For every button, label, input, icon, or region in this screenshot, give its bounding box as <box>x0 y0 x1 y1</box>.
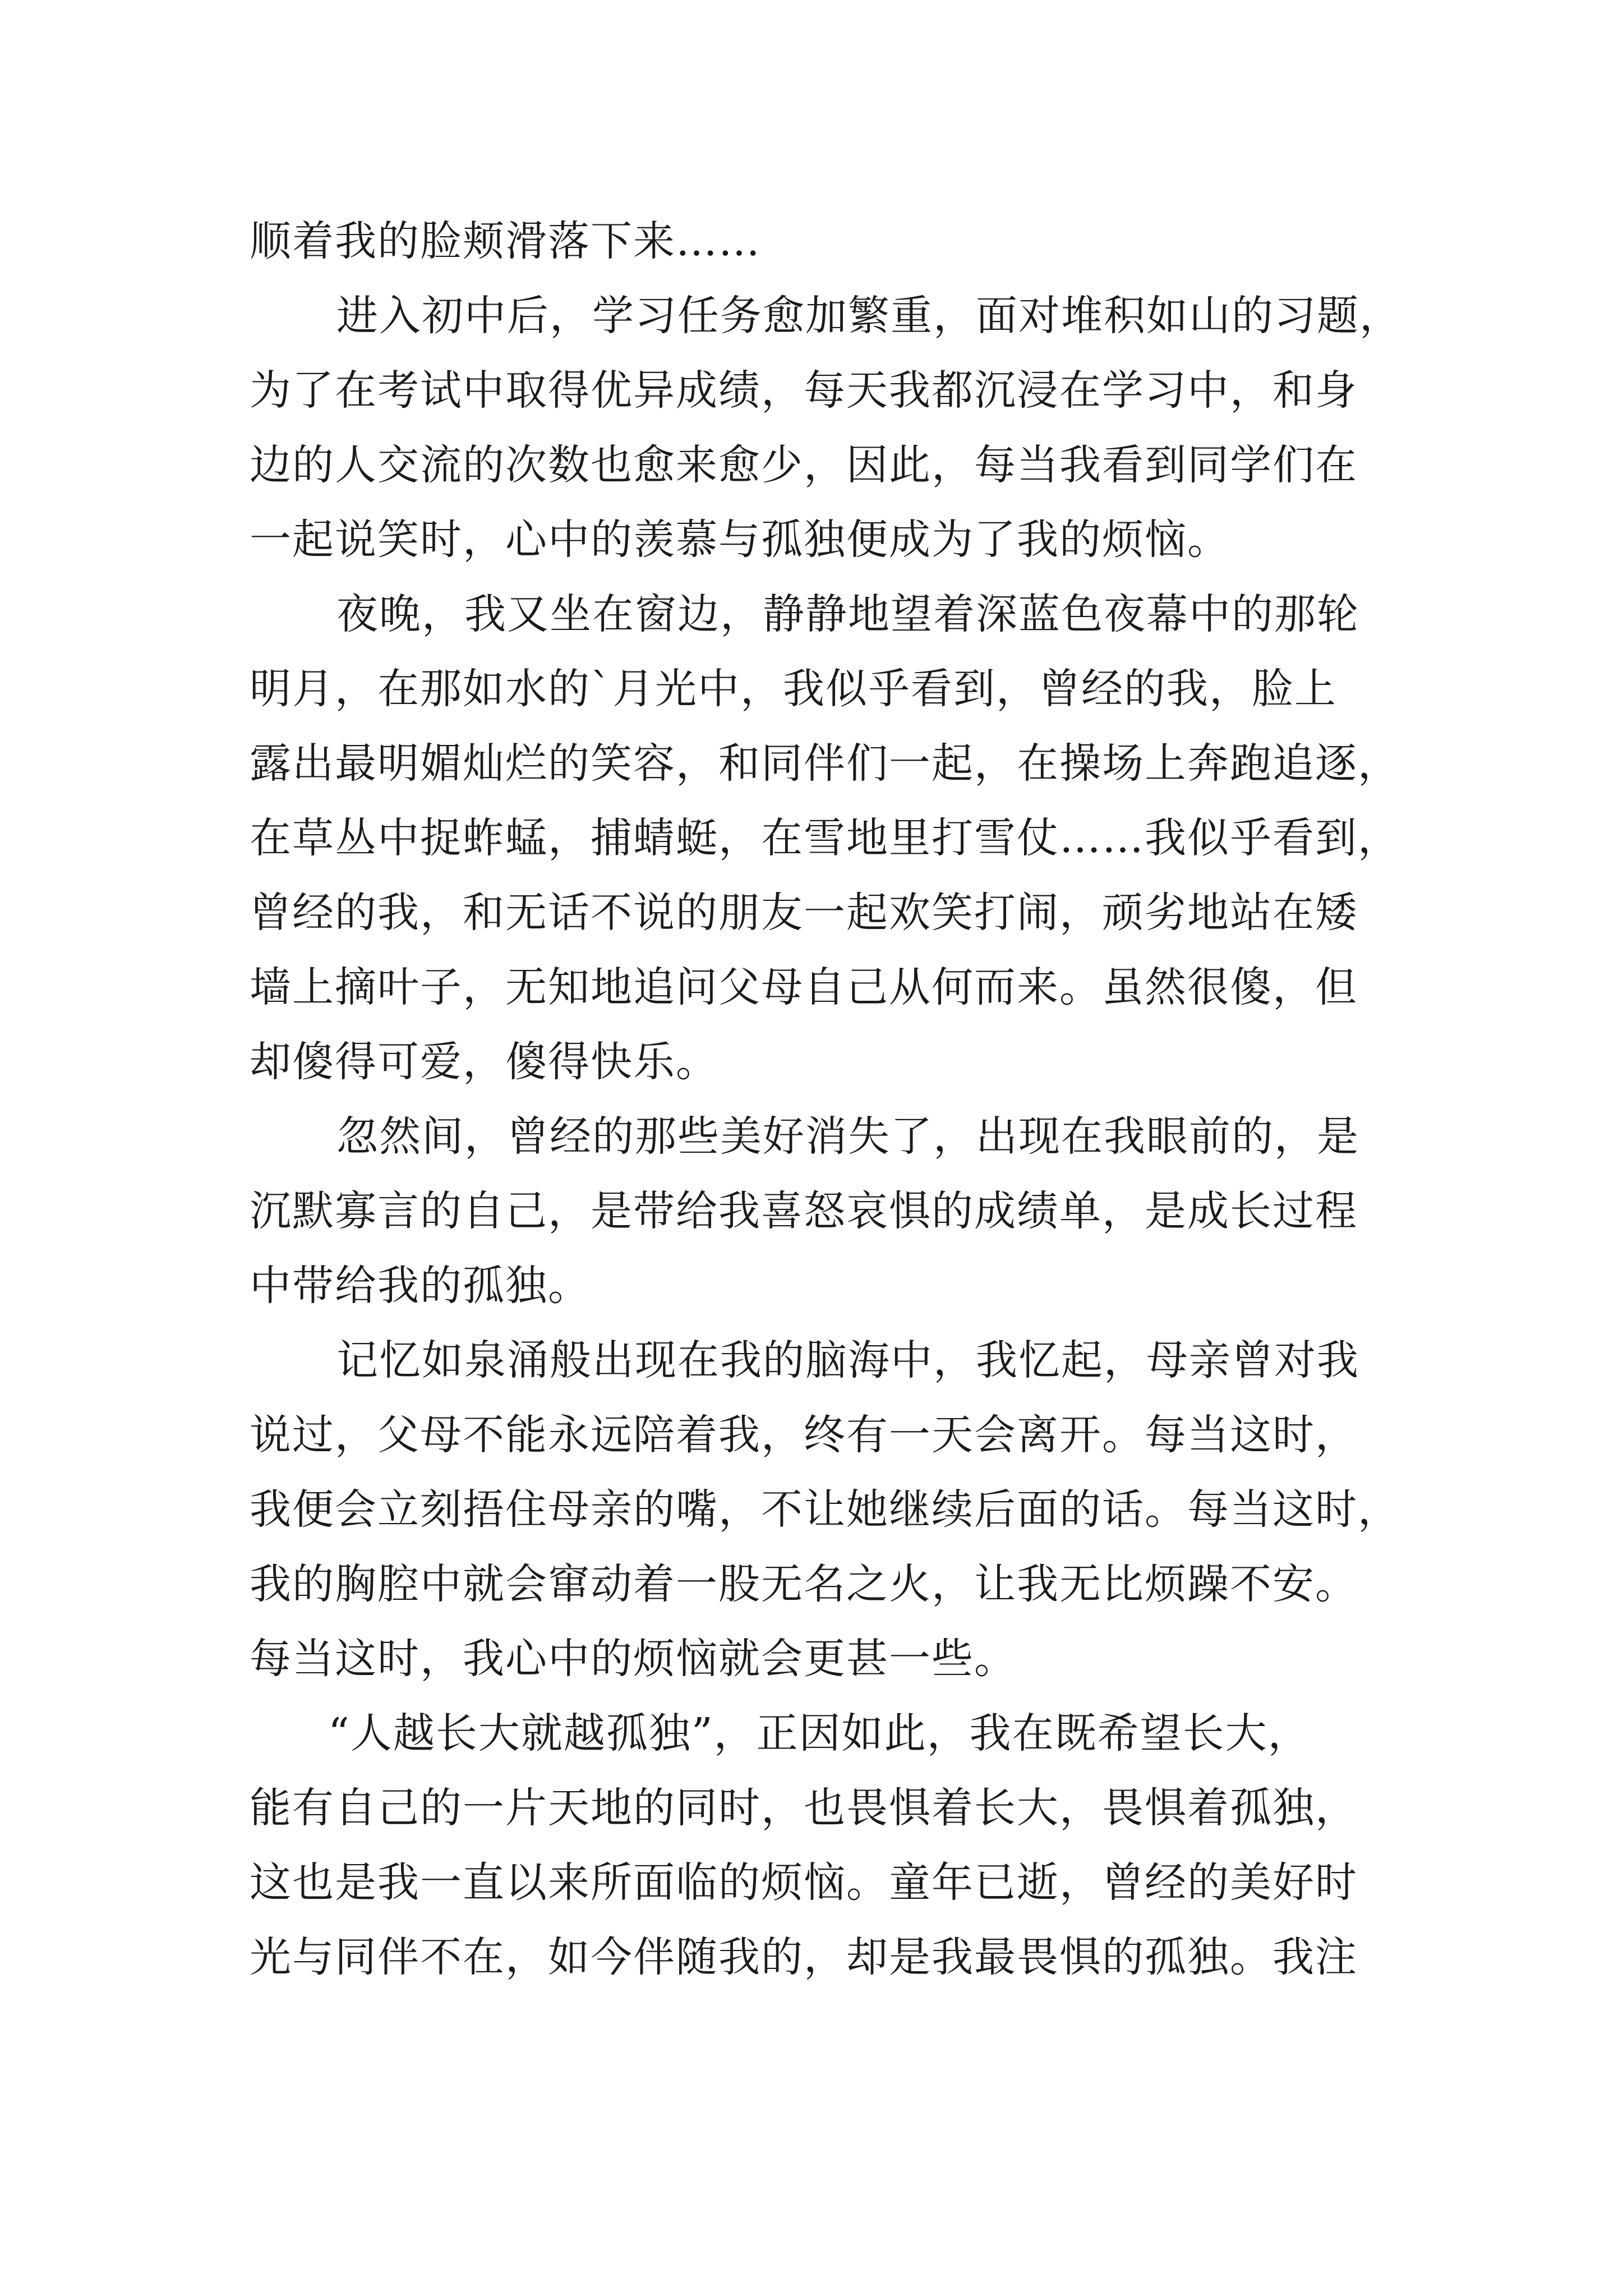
paragraph-first-line: 记忆如泉涌般出现在我的脑海中，我忆起，母亲曾对我 <box>336 1336 1359 1384</box>
text-line: 每当这时，我心中的烦恼就会更甚一些。 <box>250 1635 1017 1683</box>
paragraph-first-line: “人越长大就越孤独”，正因如此，我在既希望长大， <box>328 1709 1311 1757</box>
text-line: 中带给我的孤独。 <box>250 1262 591 1310</box>
text-line: 我的胸腔中就会窜动着一股无名之火，让我无比烦躁不安。 <box>250 1560 1358 1608</box>
text-line: 我便会立刻捂住母亲的嘴，不让她继续后面的话。每当这时， <box>250 1485 1400 1534</box>
paragraph-first-line: 忽然间，曾经的那些美好消失了，出现在我眼前的，是 <box>336 1112 1359 1161</box>
text-line: 露出最明媚灿烂的笑容，和同伴们一起，在操场上奔跑追逐， <box>250 739 1400 788</box>
text-line: 顺着我的脸颊滑落下来…… <box>250 217 761 265</box>
text-line: 在草丛中捉蚱蜢，捕蜻蜓，在雪地里打雪仗……我似乎看到， <box>250 814 1400 862</box>
paragraph-first-line: 进入初中后，学习任务愈加繁重，面对堆积如山的习题， <box>336 292 1402 340</box>
text-line: 为了在考试中取得优异成绩，每天我都沉浸在学习中，和身 <box>250 366 1358 415</box>
paragraph-first-line: 夜晚，我又坐在窗边，静静地望着深蓝色夜幕中的那轮 <box>336 590 1359 638</box>
text-line: 一起说笑时，心中的羡慕与孤独便成为了我的烦恼。 <box>250 516 1230 564</box>
text-line: 沉默寡言的自己，是带给我喜怒哀惧的成绩单，是成长过程 <box>250 1187 1358 1235</box>
text-line: 能有自己的一片天地的同时，也畏惧着长大，畏惧着孤独， <box>250 1784 1358 1832</box>
text-line: 边的人交流的次数也愈来愈少，因此，每当我看到同学们在 <box>250 441 1358 489</box>
text-line: 却傻得可爱，傻得快乐。 <box>250 1038 718 1086</box>
text-line: 墙上摘叶子，无知地追问父母自己从何而来。虽然很傻，但 <box>250 963 1358 1011</box>
text-line: 说过，父母不能永远陪着我，终有一天会离开。每当这时， <box>250 1411 1358 1459</box>
text-line: 明月，在那如水的`月光中，我似乎看到，曾经的我，脸上 <box>250 665 1337 713</box>
text-line: 曾经的我，和无话不说的朋友一起欢笑打闹，顽劣地站在矮 <box>250 889 1358 937</box>
text-line: 这也是我一直以来所面临的烦恼。童年已逝，曾经的美好时 <box>250 1858 1358 1907</box>
text-line: 光与同伴不在，如今伴随我的，却是我最畏惧的孤独。我注 <box>250 1933 1358 1981</box>
